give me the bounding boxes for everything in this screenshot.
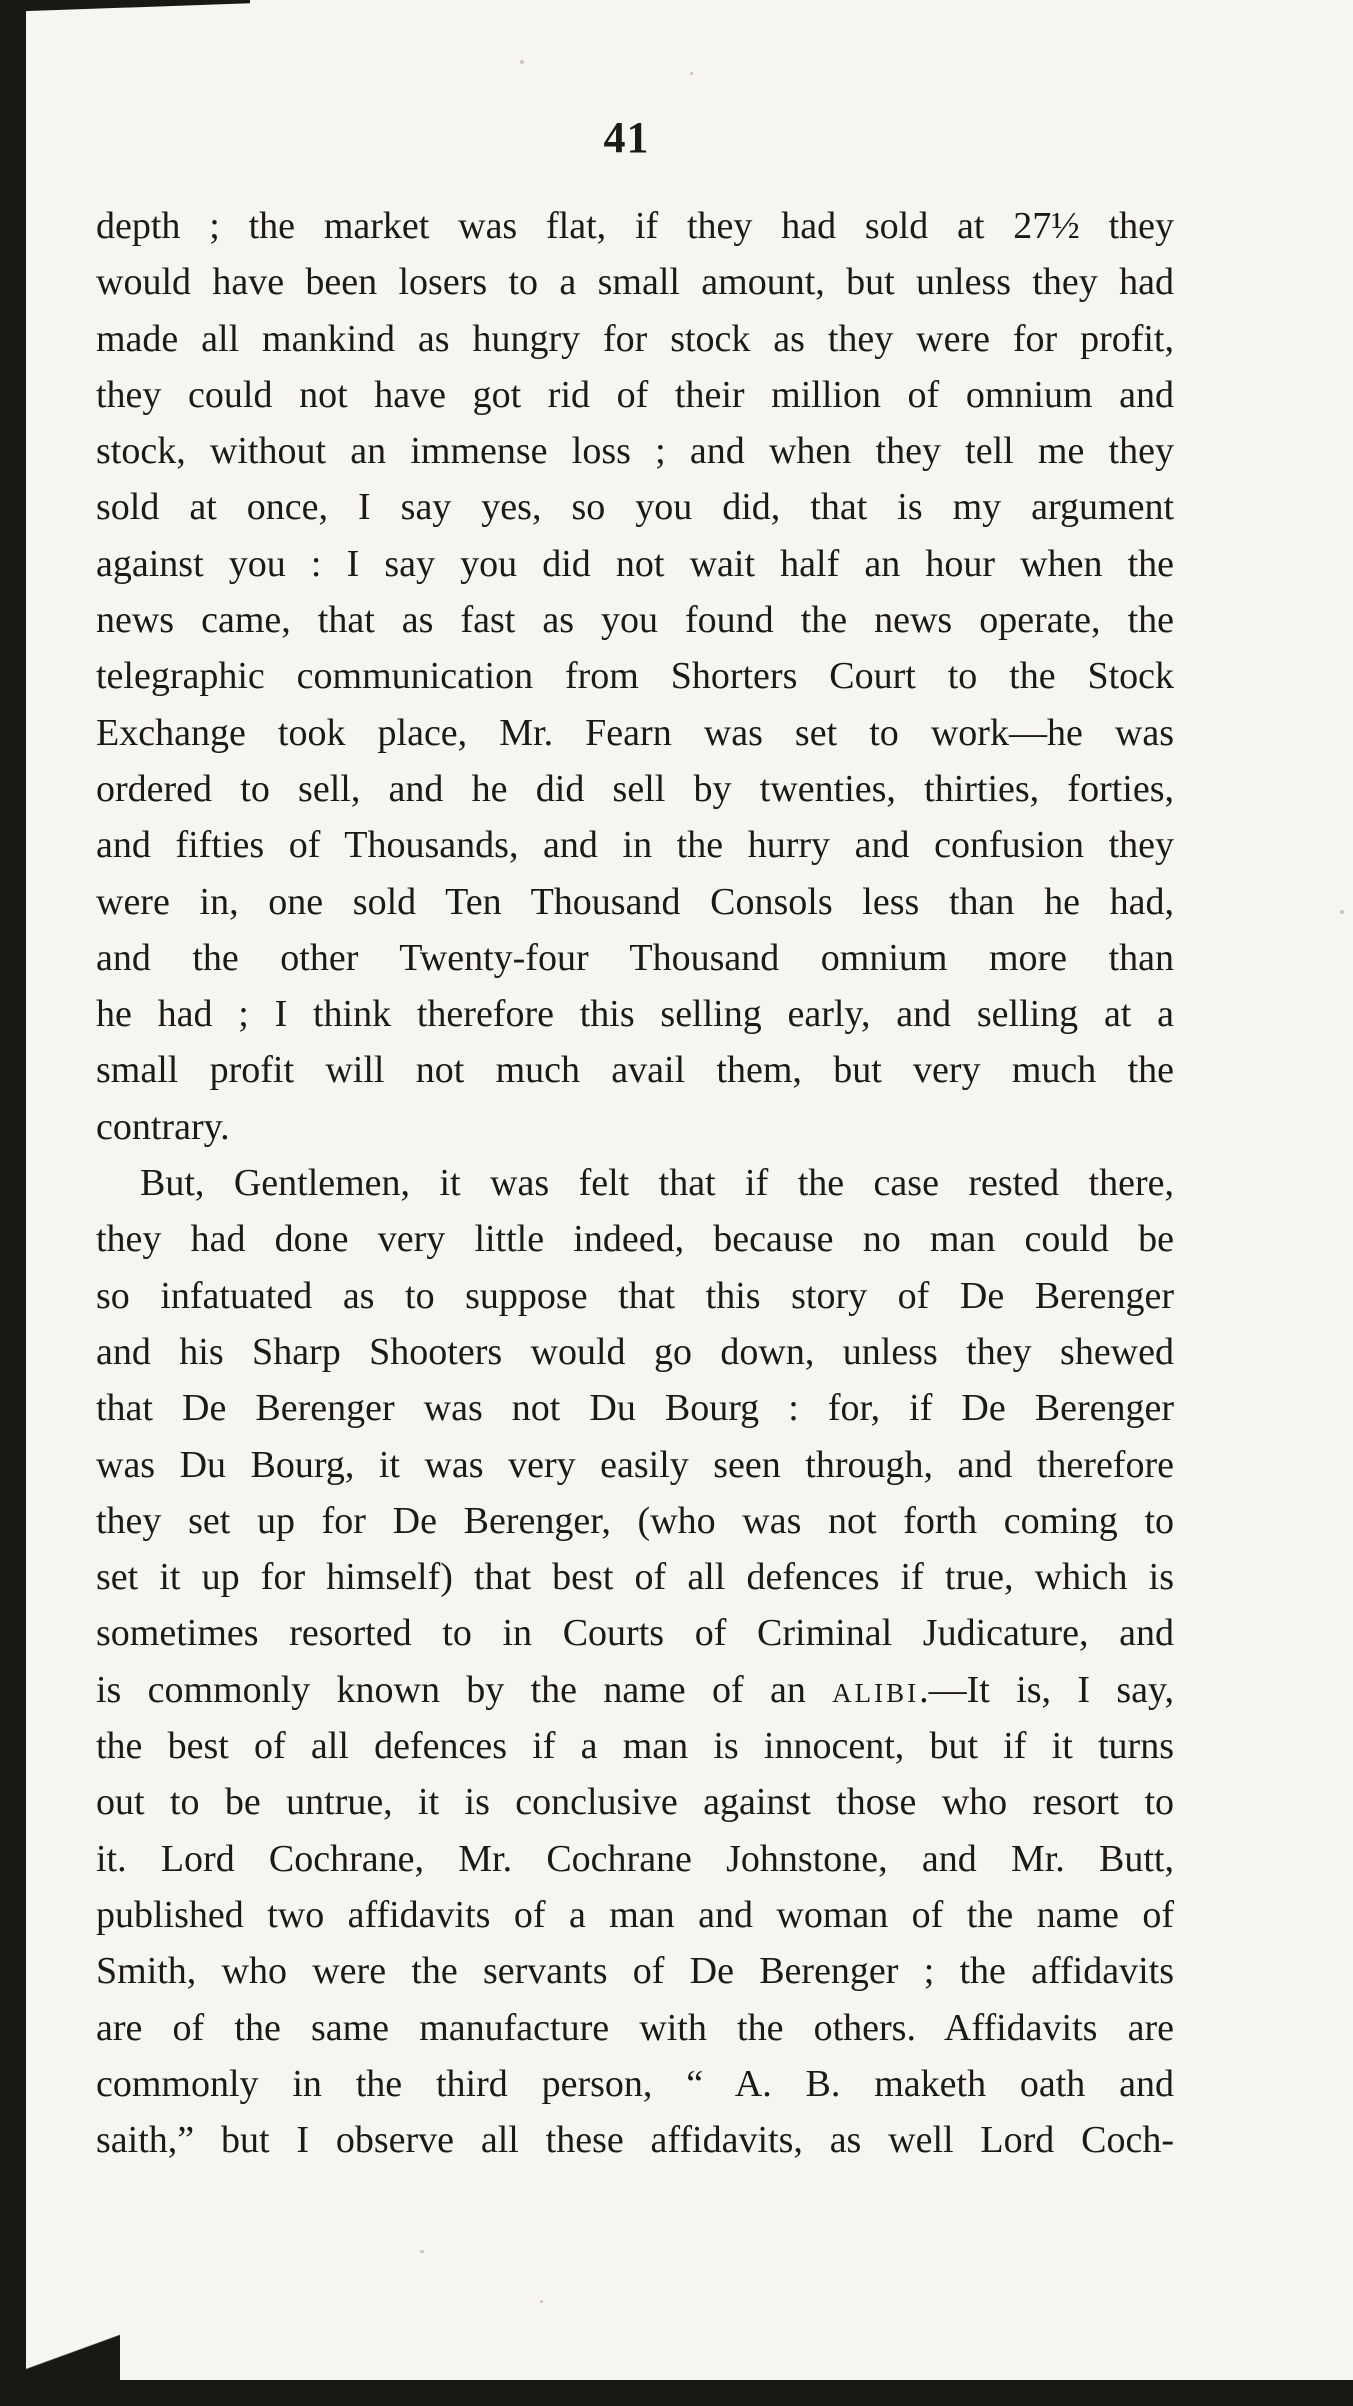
text-line: were in, one sold Ten Thousand Consols less than he had,: [96, 880, 1174, 923]
paper-speck: [1340, 910, 1344, 914]
text-line: against you : I say you did not wait half an hour when the: [96, 542, 1174, 585]
text-line: he had ; I think therefore this selling early, and selling at a: [96, 993, 1174, 1036]
paragraph-2: [96, 1155, 1174, 2168]
text-line: telegraphic communication from Shorters Court to the Stock: [96, 655, 1174, 698]
text-line: But, Gentlemen, it was felt that if the case rested there,: [140, 1162, 1174, 1205]
binding-edge: [0, 0, 26, 2406]
text-line: depth ; the market was flat, if they had sold at 27½ they: [96, 205, 1174, 247]
text-line: and fifties of Thousands, and in the hurry and confusion they: [96, 824, 1174, 867]
text-line: contrary.: [96, 1105, 230, 1148]
text-line: are of the same manufacture with the others. Affidavits are: [96, 2006, 1174, 2049]
text-line: it. Lord Cochrane, Mr. Cochrane Johnstone, and Mr. Butt,: [96, 1837, 1174, 1880]
text-line: the best of all defences if a man is innocent, but if it turns: [96, 1725, 1174, 1768]
body-text: [96, 198, 1174, 2168]
alibi-line-before: is commonly known by the name of an: [96, 1668, 833, 1711]
text-line: sold at once, I say yes, so you did, that is my argument: [96, 486, 1174, 529]
text-line: and the other Twenty-four Thousand omnium more than: [96, 936, 1174, 979]
text-line: and his Sharp Shooters would go down, unless they shewed: [96, 1330, 1174, 1373]
text-line: published two affidavits of a man and woman of the name of: [96, 1893, 1174, 1936]
text-line: Smith, who were the servants of De Berenger ; the affidavits: [96, 1950, 1174, 1993]
page-number: 41: [603, 113, 650, 162]
text-line: they could not have got rid of their million of omnium and: [96, 373, 1174, 416]
text-line: so infatuated as to suppose that this story of De Berenger: [96, 1274, 1174, 1317]
text-line: commonly in the third person, “ A. B. maketh oath and: [96, 2062, 1174, 2105]
paper-speck: [540, 2300, 543, 2303]
alibi-line: [96, 1662, 1174, 1718]
top-page-edge: [0, 0, 250, 12]
text-line: Exchange took place, Mr. Fearn was set to work—he was: [96, 711, 1174, 754]
paper-speck: [690, 72, 693, 75]
text-line: small profit will not much avail them, but very much the: [96, 1049, 1174, 1092]
text-line: news came, that as fast as you found the news operate, the: [96, 599, 1174, 642]
text-line: that De Berenger was not Du Bourg : for, if De Berenger: [96, 1387, 1174, 1430]
paper-speck: [420, 2250, 424, 2253]
text-line: made all mankind as hungry for stock as they were for profit,: [96, 317, 1174, 360]
text-line: they had done very little indeed, because no man could be: [96, 1218, 1174, 1261]
text-line: stock, without an immense loss ; and when they tell me they: [96, 430, 1174, 473]
alibi-line-after: .—It is, I say,: [919, 1668, 1175, 1711]
text-line: out to be untrue, it is conclusive against those who resort to: [96, 1781, 1174, 1824]
text-line: set it up for himself) that best of all defences if true, which is: [96, 1556, 1174, 1599]
text-line: they set up for De Berenger, (who was not forth coming to: [96, 1499, 1174, 1542]
text-line: was Du Bourg, it was very easily seen through, and therefore: [96, 1443, 1174, 1486]
text-line: ordered to sell, and he did sell by twenties, thirties, forties,: [96, 767, 1174, 810]
text-line: sometimes resorted to in Courts of Criminal Judicature, and: [96, 1612, 1174, 1655]
paragraph-1: [96, 198, 1174, 1155]
paper-speck: [520, 60, 524, 64]
bottom-page-edge: [0, 2380, 1353, 2406]
alibi-word: alibi: [832, 1668, 920, 1711]
text-line: would have been losers to a small amount, but unless they had: [96, 261, 1174, 304]
text-line: saith,” but I observe all these affidavits, as well Lord Coch-: [96, 2119, 1174, 2162]
